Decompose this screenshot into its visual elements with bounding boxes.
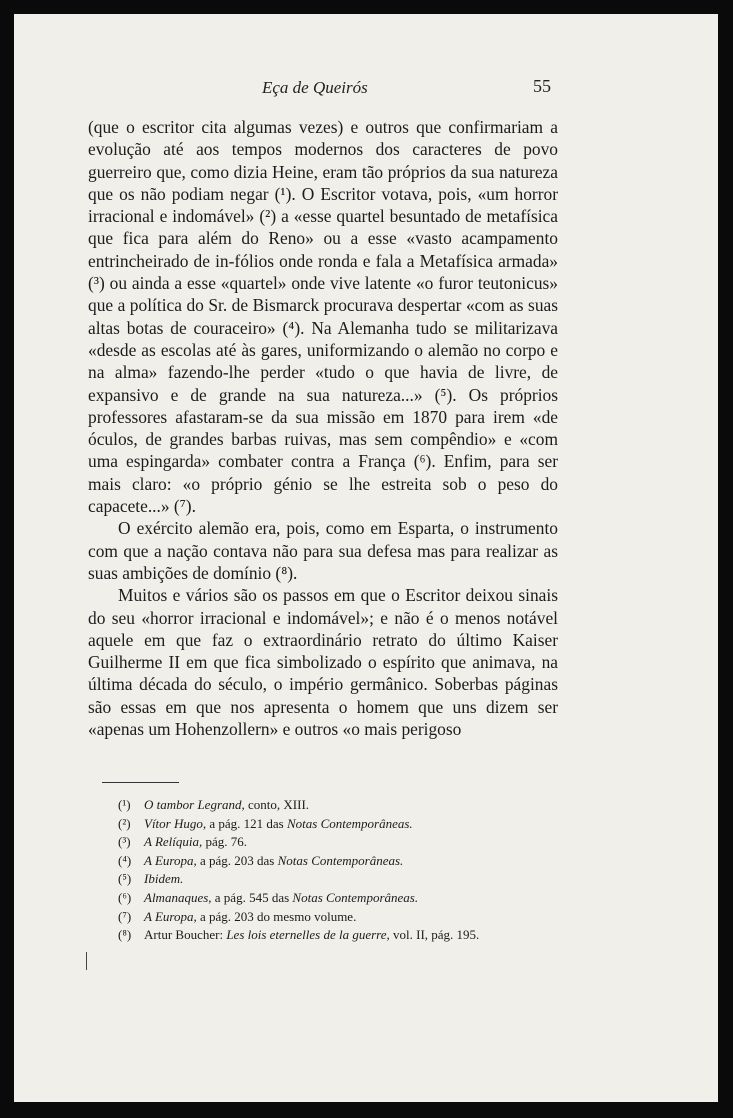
footnote-prefix: Artur Boucher: <box>144 927 227 943</box>
footnote-rest: pág. 76. <box>202 834 248 850</box>
footnote-mark: (¹) <box>118 797 131 812</box>
running-title: Eça de Queirós <box>262 78 368 97</box>
footnote-1 <box>118 796 578 815</box>
footnote-6 <box>118 889 578 908</box>
footnote-mark: (⁶) <box>118 889 132 905</box>
running-header <box>14 76 718 102</box>
footnote-title: A Relíquia, <box>144 834 203 850</box>
footnote-rest: a pág. 545 das <box>211 889 293 905</box>
footnote-2 <box>118 815 578 834</box>
footnote-mark: (²) <box>118 815 131 831</box>
footnote-rest: a pág. 203 das <box>196 852 278 868</box>
footnote-4 <box>118 852 578 871</box>
footnotes-list <box>118 796 578 945</box>
footnote-3 <box>118 833 578 852</box>
paragraph-1: (que o escritor cita algumas vezes) e outros que confirmariam a evolução até aos tempos modernos dos caracteres de povo guerreiro que, como dizia Heine, eram tão próprios da sua natureza que os não podiam negar (¹). O Escritor votava, pois, «um horror irracional e indomável» (²) a «esse quartel besuntado de metafísica que fica para além do Reno» ou a esse «vasto acampamento entrincheirado de in-fólios onde ronda e fala a Metafísica armada» (³) ou ainda a esse «quartel» onde vive latente «o furor teutonicus» que a política do Sr. de Bismarck procurava despertar «com as suas altas botas de couraceiro» (⁴). Na Alemanha tudo se militarizava «desde as escolas até às gares, uniformizando o alemão no corpo e na alma» fazendo-lhe perder «tudo o que havia de livre, de expansivo e de grande na sua natureza...» (⁵). Os próprios professores afastaram-se da sua missão em 1870 para irem «de óculos, de grandes barbas ruivas, mas sem compêndio» e «com uma espingarda» combater contra a França (⁶). Enfim, para ser mais claro: «o próprio génio se lhe estreita sob o peso do capacete...» (⁷). <box>88 117 558 517</box>
footnote-rest: a pág. 121 das <box>206 815 287 831</box>
footnote-work: Notas Contemporâneas. <box>277 852 404 868</box>
footnote-mark: (⁴) <box>118 852 132 868</box>
page-number: 55 <box>533 76 551 96</box>
footnote-5 <box>118 870 578 889</box>
footnote-title: O tambor Legrand, <box>144 797 245 812</box>
footnote-mark: (⁸) <box>118 927 132 943</box>
body-text <box>88 116 558 740</box>
footnote-rest: vol. II, pág. 195. <box>389 927 480 943</box>
footnote-rest: conto, XIII. <box>244 797 310 812</box>
footnote-title: Vítor Hugo, <box>144 815 207 831</box>
paragraph-3: Muitos e vários são os passos em que o Escritor deixou sinais do seu «horror irracional e indomável»; e não é o menos notável aquele em que faz o extraordinário retrato do último Kaiser Guilherme II em que fica simbolizado o espírito que animava, na última década do século, o império germânico. Soberbas páginas são essas em que nos apresenta o homem que uns dizem ser «apenas um Hohenzollern» e outros «o mais perigoso <box>88 585 558 740</box>
footnote-title: A Europa, <box>144 852 197 868</box>
footnote-mark: (⁵) <box>118 871 132 887</box>
paragraph-2: O exército alemão era, pois, como em Esparta, o instrumento com que a nação contava não para sua defesa mas para realizar as suas ambições de domínio (⁸). <box>88 518 558 583</box>
footnote-title: Ibidem. <box>144 871 184 887</box>
footnote-work: Notas Contemporâneas. <box>287 815 413 831</box>
footnote-8 <box>118 926 578 945</box>
footnote-title: Les lois eternelles de la guerre, <box>226 927 390 943</box>
margin-pencil-mark <box>86 952 87 970</box>
footnote-rest: a pág. 203 do mesmo volume. <box>196 908 357 924</box>
footnote-mark: (⁷) <box>118 908 132 924</box>
footnote-rule <box>102 782 179 783</box>
footnote-title: A Europa, <box>144 908 197 924</box>
footnote-work: Notas Contemporâneas. <box>292 889 419 905</box>
footnote-7 <box>118 908 578 927</box>
book-page <box>14 14 718 1102</box>
footnote-title: Almanaques, <box>144 889 212 905</box>
footnote-mark: (³) <box>118 834 131 850</box>
